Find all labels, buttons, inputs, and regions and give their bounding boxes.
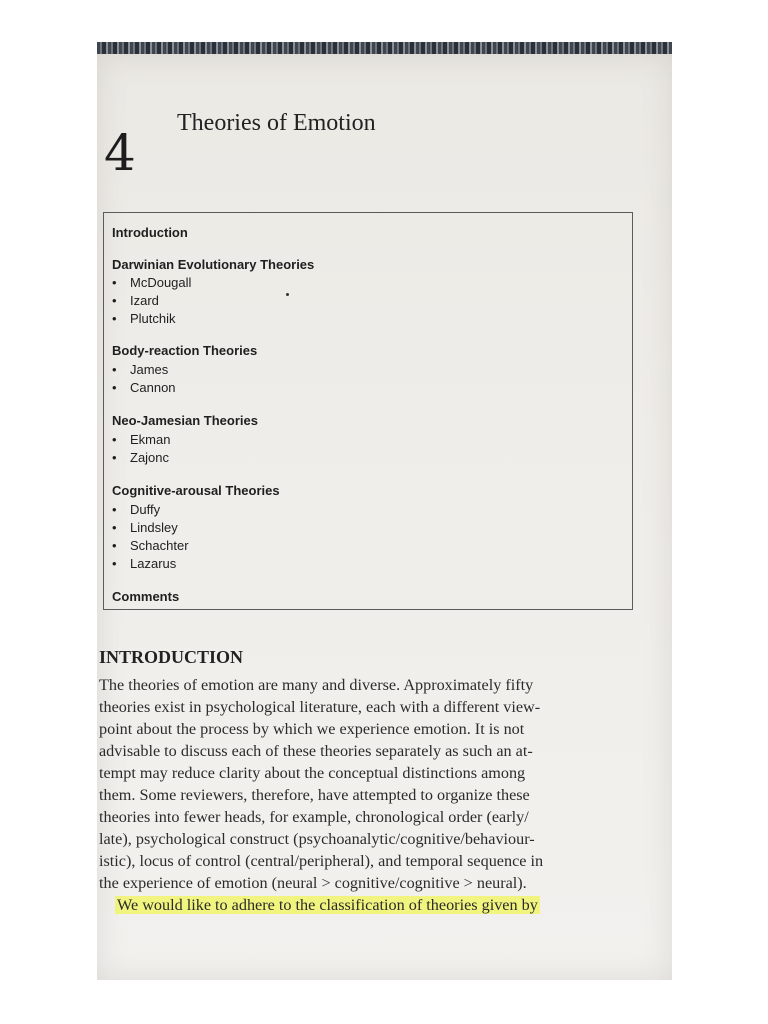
book-page: [97, 54, 672, 980]
bullet-icon: •: [112, 380, 117, 395]
toc-item-label: Cannon: [130, 380, 176, 395]
toc-item-label: James: [130, 362, 169, 377]
paragraph-line: istic), locus of control (central/peripheral), and temporal sequence in: [99, 852, 544, 870]
toc-item-label: Izard: [130, 293, 159, 308]
toc-item: [112, 380, 176, 395]
toc-item: [112, 538, 189, 553]
bullet-icon: •: [112, 502, 117, 517]
bullet-icon: •: [112, 362, 117, 377]
toc-item-label: Zajonc: [130, 450, 170, 465]
paragraph-line: theories into fewer heads, for example, chronological order (early/: [99, 808, 529, 826]
paragraph-line: The theories of emotion are many and diverse. Approximately fifty: [99, 676, 534, 694]
toc-item-label: Duffy: [130, 502, 161, 517]
chapter-title: Theories of Emotion: [177, 110, 376, 136]
toc-item-label: Plutchik: [130, 311, 176, 326]
toc-item: [112, 432, 170, 447]
highlighted-text: We would like to adhere to the classification of theories given by: [117, 896, 538, 914]
toc-introduction: Introduction: [112, 225, 188, 240]
toc-section-heading: Neo-Jamesian Theories: [112, 413, 258, 428]
toc-item: [112, 293, 159, 308]
toc-item: [112, 362, 168, 377]
paragraph-line: them. Some reviewers, therefore, have attempted to organize these: [99, 786, 530, 804]
bullet-icon: •: [112, 450, 117, 465]
toc-item: [112, 275, 191, 290]
toc-item: [112, 520, 178, 535]
bullet-icon: •: [112, 432, 117, 447]
chapter-contents-box: [103, 212, 633, 610]
toc-section-heading: Body-reaction Theories: [112, 343, 258, 358]
toc-item: [112, 502, 160, 517]
bullet-icon: •: [112, 520, 117, 535]
toc-item-label: Ekman: [130, 432, 171, 447]
bullet-icon: •: [112, 556, 117, 571]
stray-mark: [286, 293, 289, 296]
section-heading-introduction: INTRODUCTION: [99, 647, 244, 667]
toc-section-heading: Darwinian Evolutionary Theories: [112, 257, 315, 272]
toc-item-label: Schachter: [130, 538, 189, 553]
bullet-icon: •: [112, 275, 117, 290]
bullet-icon: •: [112, 538, 117, 553]
toc-item: [112, 450, 169, 465]
paragraph-line: point about the process by which we experience emotion. It is not: [99, 720, 525, 738]
toc-item: [112, 311, 176, 326]
introduction-paragraph: [99, 674, 639, 916]
paragraph-line: advisable to discuss each of these theories separately as such an at-: [99, 742, 533, 760]
bullet-icon: •: [112, 293, 117, 308]
chapter-number: 4: [104, 124, 136, 182]
toc-comments: Comments: [112, 589, 180, 604]
toc-section-heading: Cognitive-arousal Theories: [112, 483, 280, 498]
paragraph-line: theories exist in psychological literature, each with a different view-: [99, 698, 541, 716]
paragraph-line: tempt may reduce clarity about the conceptual distinctions among: [99, 764, 526, 782]
toc-item-label: McDougall: [130, 275, 192, 290]
paragraph-line: the experience of emotion (neural > cognitive/cognitive > neural).: [99, 874, 527, 892]
bullet-icon: •: [112, 311, 117, 326]
toc-item-label: Lindsley: [130, 520, 178, 535]
paragraph-line: [99, 894, 639, 916]
paragraph-line: late), psychological construct (psychoanalytic/cognitive/behaviour-: [99, 830, 535, 848]
toc-item: [112, 556, 176, 571]
toc-item-label: Lazarus: [130, 556, 177, 571]
